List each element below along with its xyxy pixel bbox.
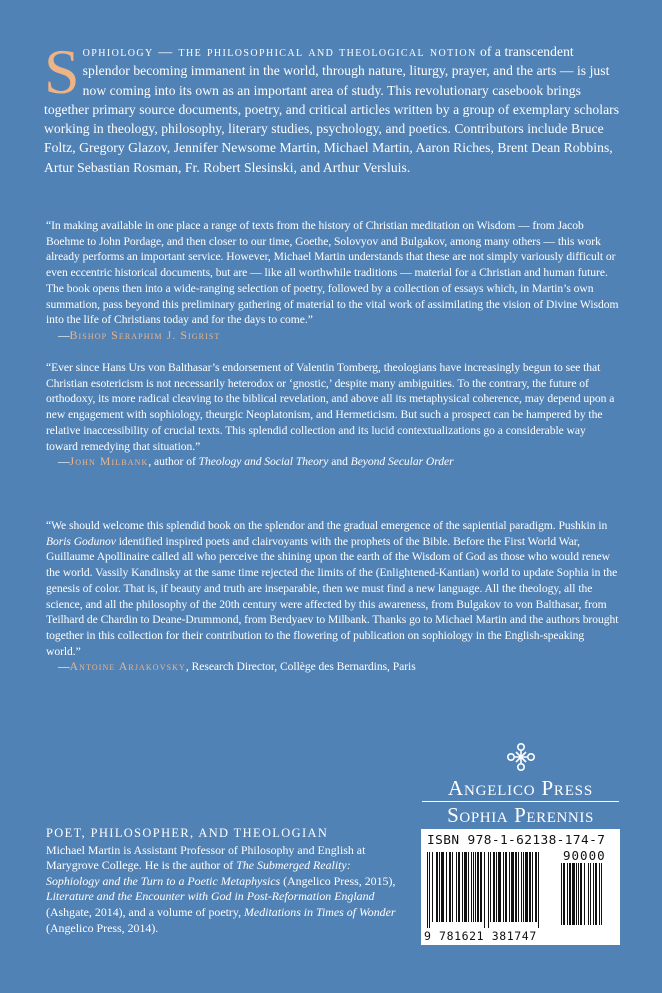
quote-attribution [46,328,620,344]
drop-cap: S [44,36,80,107]
barcode-bar [529,852,531,922]
barcode-bar [456,852,457,922]
barcode-bar [471,852,472,922]
attribution-dash: — [58,660,70,674]
barcode-bar [590,863,591,925]
barcode-bar [449,852,451,922]
barcode-bar [427,852,428,928]
bio-text: (Angelico Press, 2014). [46,920,159,935]
ean-barcode-bars [427,852,559,930]
author-heading: POET, PHILOSOPHER, AND THEOLOGIAN [46,826,329,840]
attribution-role: , Research Director, Collège des Bernardins, Paris [185,660,416,674]
barcode-bar [439,852,440,922]
barcode-bar [563,863,565,925]
barcode-bar [429,852,430,928]
barcode-bar [490,852,491,922]
barcode-bar [436,852,438,922]
bio-text: (Ashgate, 2014), and a volume of poetry, [46,904,245,919]
bio-book-title: The Submerged Reality: Sophiology and the Turn to a Poetic Metaphysics [46,858,351,888]
intro-paragraph [44,36,624,177]
barcode-bar [458,852,460,922]
barcode-bar [493,852,495,922]
barcode-bar [452,852,453,922]
barcode-bar [446,852,447,922]
attribution-name: Antoine Arjakovsky [69,659,186,674]
author-bio [46,826,396,936]
endorsement-milbank [46,360,620,470]
quote-text-part: identified inspired poets and clairvoyants with the prophets of the Bible. Before the First World War, Guillaume Apollinaire called all who perceive the shining upon the earth of the Wisdom of God as those who would renew the world. Vassily Kandinsky at the same time rejected the limits of the (Enlightened-Kantian) world to update Sophia in the genesis of color. That is, if beauty and truth are inseparable, then we must find a new language. All the theology, all the science, and all the philosophy of the 20th century were affected by this awareness, from Bulgakov to von Balthasar, from Teilhard de Chardin to Deane-Drummond, from Berdyaev to Milbank. Thanks go to Michael Martin and the authors brought together in this collection for their contribution to the flowering of publication on sophiology in the English-speaking world.” [46,534,619,658]
publisher-logo-block [418,742,623,827]
attribution-book: Beyond Secular Order [350,455,454,469]
publisher-name: Angelico Press [448,776,593,800]
barcode-bar [576,863,577,925]
barcode-bar [599,863,600,925]
barcode-bar [580,863,582,925]
quote-text: “In making available in one place a range of texts from the history of Christian meditation on Wisdom — from Jacob Boehme to John Pordage, and then closer to our time, Goethe, Solovyov and Bulgakov, among many others — this work already performs an important service. However, Michael Martin understands that these are not simply variously difficult or even eccentric historical documents, but are — like all worthwhile traditions — material for a Christian and human future. The book opens then into a wide-ranging selection of poetry, followed by a collection of essays which, in Martin’s own summation, pass beyond this preliminary gathering of material to the vital work of assimilating the vision of Divine Wisdom into the life of Christians today and for the days to come.” [46,219,619,327]
quote-book-title: Boris Godunov [46,534,116,548]
barcode-bar [496,852,497,922]
bio-book-title: Literature and the Encounter with God in Post-Reformation England [46,889,375,904]
author-bio-text [46,843,396,937]
attribution-dash: — [58,328,70,342]
barcode-bar [505,852,507,922]
barcode-bar [567,863,568,925]
barcode-bar [509,852,510,922]
addon-barcode-bars [561,863,615,929]
barcode-bar [473,852,474,922]
quote-attribution [46,454,620,470]
barcode-bar [572,863,575,925]
bio-book-title: Meditations in Times of Wonder [244,904,396,919]
barcode-bar [441,852,444,922]
attribution-name: John Milbank [69,454,149,469]
intro-lead: ophiology — the philosophical and theological notion [82,44,477,59]
barcode-bar [480,852,482,922]
barcode-bar [477,852,479,922]
publisher-divider [422,801,619,802]
barcode-bar [488,852,489,928]
barcode-bar [462,852,463,922]
intro-body: of a transcendent splendor becoming immanent in the world, through nature, liturgy, prayer, and the arts — is just now coming into its own as an important area of study. This revolutionary casebook brings together primary source documents, poetry, and critical articles written by a group of exemplary scholars working in theology, philosophy, literary studies, psychology, and poetics. Contributors include Bruce Foltz, Gregory Glazov, Jennifer Newsome Martin, Michael Martin, Aaron Riches, Brent Dean Robbins, Artur Sebastian Rosman, Fr. Robert Slesinski, and Arthur Versluis. [44,44,620,175]
barcode-bar [535,852,537,922]
barcode-bar [601,863,602,925]
ean-digits: 9 781621 381747 [424,929,537,943]
bio-text: Michael Martin is Assistant Professor of Philosophy and English at Marygrove College. He is the author of [46,842,366,873]
attribution-role-join: and [328,455,351,469]
attribution-name: Bishop Seraphim J. Sigrist [69,327,221,342]
barcode-bar [523,852,524,922]
barcode-bar [484,852,485,928]
barcode-bar [595,863,597,925]
quote-text: “Ever since Hans Urs von Balthasar’s endorsement of Valentin Tomberg, theologians have increasingly begun to see that Christian esotericism is not necessarily heterodox or ‘gnostic,’ despite many ambiguities. To the contrary, the future of orthodoxy, its more radical cleaving to the biblical revelation, and above all its metaphysical coherence, may depend upon a new engagement with sophiology, theurgic Neoplatonism, and Hermeticism. But such a prospect can be hampered by the relative inaccessibility of crucial texts. This splendid collection and its lucid contextualizations go a considerable way toward remedying that situation.” [46,361,615,453]
endorsement-sigrist [46,218,620,344]
attribution-book: Theology and Social Theory [198,455,329,469]
barcode-bar [511,852,514,922]
barcode-bar [588,863,589,925]
barcode-bar [518,852,519,922]
isbn-label: ISBN 978-1-62138-174-7 [427,833,606,848]
quote-text [46,518,620,659]
attribution-role: , author of [148,455,199,469]
barcode-bar [593,863,594,925]
quote-text-part: “We should welcome this splendid book on the splendor and the gradual emergence of the sapiential paradigm. Pushkin in [46,519,608,532]
barcode-bar [569,863,571,925]
barcode-bar [468,852,469,922]
barcode-bar [578,863,579,925]
barcode-bar [515,852,517,922]
barcode-bar [498,852,501,922]
barcode-bar [503,852,504,922]
publisher-imprint: Sophia Perennis [447,803,594,827]
barcode-bar [475,852,476,922]
quote-attribution [46,659,620,675]
barcode-bar [561,863,562,925]
isbn-barcode [421,829,620,945]
addon-digits: 90000 [563,848,606,863]
barcode-bar [525,852,528,922]
barcode-bar [464,852,467,922]
bio-text: (Angelico Press, 2015), [280,873,396,888]
endorsement-arjakovsky [46,518,620,675]
attribution-dash: — [58,455,70,469]
barcode-bar [521,852,522,922]
barcode-bar [432,852,433,922]
barcode-bar [532,852,533,922]
barcode-bar [538,852,539,928]
cross-ornament-icon [506,742,536,772]
barcode-bar [584,863,585,925]
